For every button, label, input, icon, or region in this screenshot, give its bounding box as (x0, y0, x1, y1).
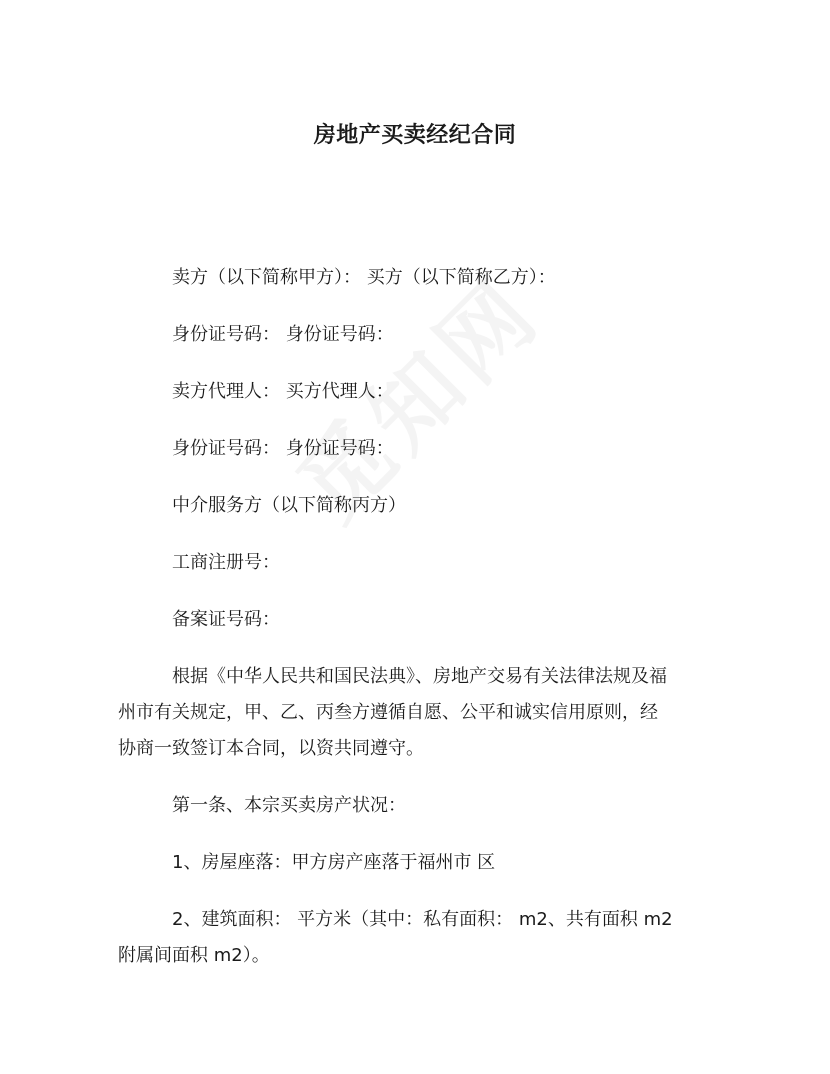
preamble-line-2: 州市有关规定，甲、乙、丙叁方遵循自愿、公平和诚实信用原则，经 (118, 702, 658, 723)
preamble-line-1: 根据《中华人民共和国民法典》、房地产交易有关法律法规及福 (172, 666, 667, 687)
contract-title: 房地产买卖经纪合同 (313, 123, 517, 148)
agent-line: 卖方代理人： 买方代理人： (172, 381, 394, 402)
parties-line: 卖方（以下简称甲方）： 买方（以下简称乙方）： (172, 267, 556, 288)
article-1-heading: 第一条、本宗买卖房产状况： (172, 795, 406, 816)
intermediary-line: 中介服务方（以下简称丙方） (172, 495, 406, 516)
building-area-line: 2、建筑面积： 平方米（其中：私有面积： m2、共有面积 m2 (172, 909, 673, 930)
agent-id-number-line: 身份证号码： 身份证号码： (172, 438, 394, 459)
preamble-line-3: 协商一致签订本合同，以资共同遵守。 (118, 738, 424, 759)
business-registration-line: 工商注册号： (172, 552, 280, 573)
filing-number-line: 备案证号码： (172, 609, 280, 630)
property-location-line: 1、房屋座落：甲方房产座落于福州市 区 (172, 852, 496, 873)
id-number-line: 身份证号码： 身份证号码： (172, 324, 394, 345)
building-area-line-cont: 附属间面积 m2）。 (118, 945, 270, 966)
